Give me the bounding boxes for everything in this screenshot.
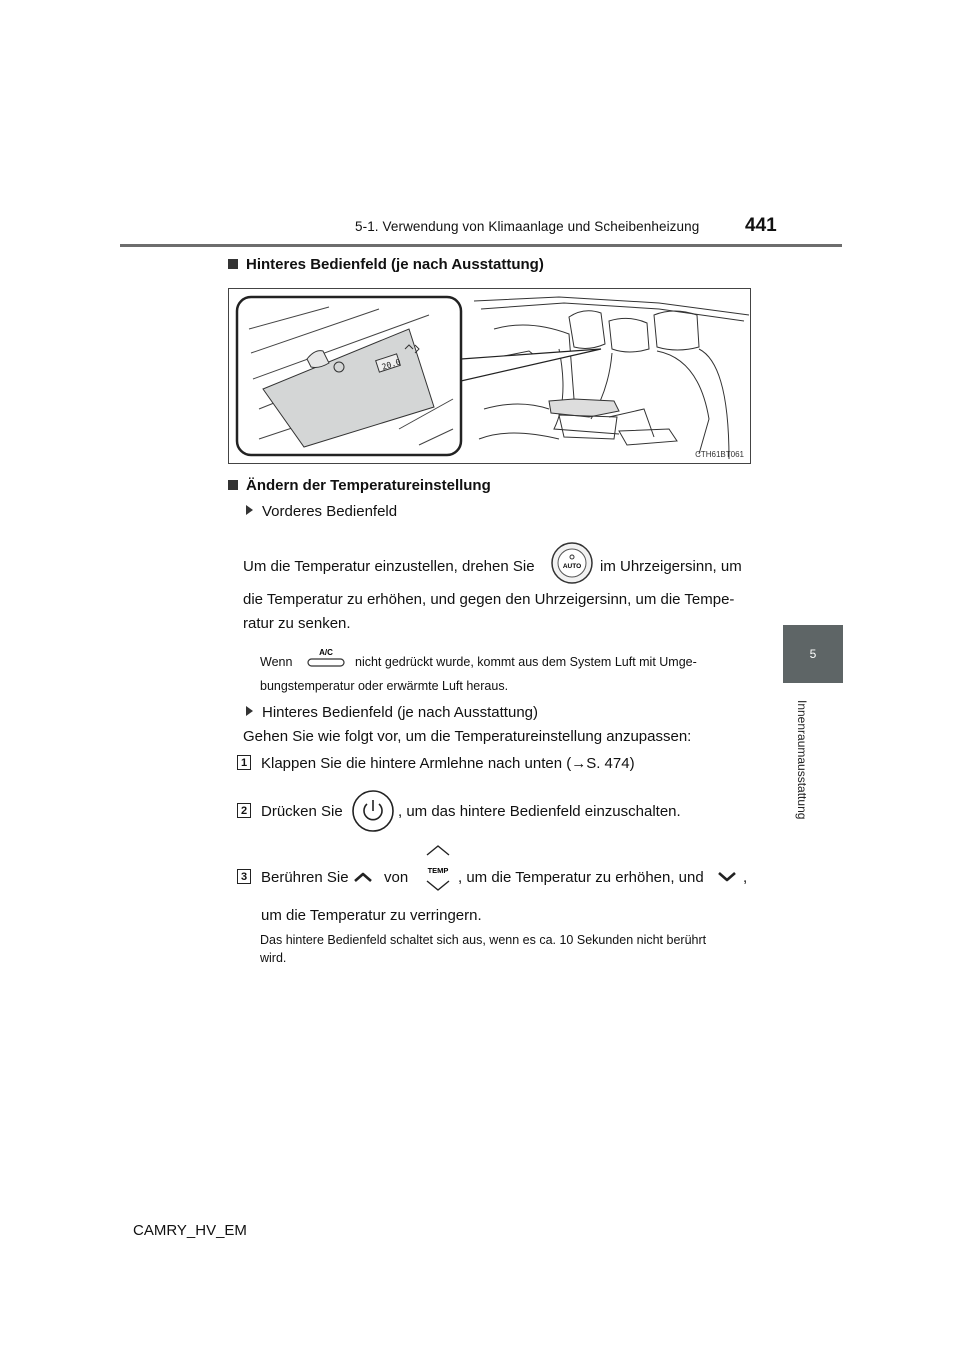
rear-panel-figure <box>228 288 751 464</box>
step-number-3: 3 <box>237 869 251 884</box>
temp-control-icon <box>421 843 455 893</box>
arrow-right-icon: → <box>571 755 587 772</box>
note-a-1a: Wenn <box>260 655 293 669</box>
front-text-2: die Temperatur zu erhöhen, und gegen den Uhrzeigersinn, um die Tempe- <box>243 591 735 608</box>
running-header-title: 5-1. Verwendung von Klimaanlage und Scheibenheizung <box>355 219 700 234</box>
step-number-2: 2 <box>237 803 251 818</box>
step-3-text-d: , <box>743 869 748 886</box>
step-3-text-c: , um die Temperatur zu erhöhen, und <box>458 869 704 886</box>
note-b-1: Das hintere Bedienfeld schaltet sich aus, wenn es ca. 10 Sekunden nicht berührt <box>260 933 707 947</box>
figure-code: CTH61BT061 <box>695 450 744 459</box>
chapter-tab-title: Innenraumausstattung <box>795 700 809 820</box>
step-3-text-e: um die Temperatur zu verringern. <box>261 907 482 924</box>
front-text-1b: im Uhrzeigersinn, um <box>600 558 742 575</box>
step-3-text-a: Berühren Sie <box>261 869 349 886</box>
bullet-triangle-icon <box>246 505 253 515</box>
rear-seat-illustration <box>229 289 750 463</box>
svg-text:20.0: 20.0 <box>380 357 402 372</box>
page-number: 441 <box>745 215 777 236</box>
step-1-text: Klappen Sie die hintere Armlehne nach unten (→S. 474) <box>261 755 635 772</box>
bullet-triangle-icon <box>246 706 253 716</box>
header-rule <box>120 244 842 247</box>
chevron-up-icon <box>352 871 374 883</box>
bullet-square-icon <box>228 259 238 269</box>
footer-model-code: CAMRY_HV_EM <box>133 1222 247 1239</box>
step-number-1: 1 <box>237 755 251 770</box>
bullet-square-icon <box>228 480 238 490</box>
svg-text:TEMP: TEMP <box>427 866 449 875</box>
power-button-icon <box>351 789 395 833</box>
chapter-number: 5 <box>809 647 817 661</box>
svg-text:A/C: A/C <box>319 648 333 657</box>
temp-heading: Ändern der Temperatureinstellung <box>228 477 491 494</box>
front-panel-label: Vorderes Bedienfeld <box>246 502 397 522</box>
note-a-1b: nicht gedrückt wurde, kommt aus dem System Luft mit Umge- <box>355 655 697 669</box>
step-3-text-b: von <box>384 869 409 886</box>
step-2-text-b: , um das hintere Bedienfeld einzuschalten. <box>398 803 681 820</box>
chapter-tab <box>783 625 843 683</box>
ac-button-icon <box>304 646 348 670</box>
note-a-2: bungstemperatur oder erwärmte Luft heraus. <box>260 679 509 693</box>
rear-panel-heading: Hinteres Bedienfeld (je nach Ausstattung) <box>228 256 544 273</box>
rear-panel-label: Hinteres Bedienfeld (je nach Ausstattung) <box>246 703 538 723</box>
front-text-3: ratur zu senken. <box>243 615 351 632</box>
chevron-down-icon <box>716 871 738 883</box>
auto-dial-icon <box>550 541 594 585</box>
step-2-text-a: Drücken Sie <box>261 803 343 820</box>
svg-text:AUTO: AUTO <box>562 563 582 570</box>
note-b-2: wird. <box>260 951 287 965</box>
rear-intro: Gehen Sie wie folgt vor, um die Temperatureinstellung anzupassen: <box>243 728 692 745</box>
front-text-1a: Um die Temperatur einzustellen, drehen Sie <box>243 558 535 575</box>
